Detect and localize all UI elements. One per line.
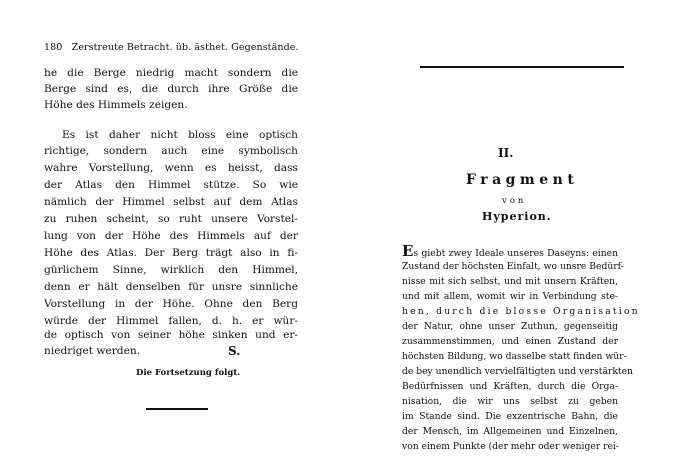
text-line: der Atlas den Himmel stütze. So wie bbox=[44, 179, 298, 191]
text-line: Höhe des Himmels zeigen. bbox=[44, 99, 188, 111]
text-line: richtige, sondern auch eine symbolisch bbox=[44, 145, 298, 157]
section-subtitle: Hyperion. bbox=[482, 210, 552, 223]
text-line: höchsten Bildung, wo dasselbe statt finden wür- bbox=[402, 351, 627, 362]
text-line: he die Berge niedrig macht sondern die bbox=[44, 67, 298, 79]
text-line: lung von der Höhe des Himmels auf der bbox=[44, 230, 298, 242]
section-number: II. bbox=[498, 146, 514, 160]
text-line: im Stande sind. Die exzentrische Bahn, die bbox=[402, 411, 618, 422]
text-line: nämlich der Himmel selbst auf dem Atlas bbox=[44, 196, 298, 208]
text-line: Es ist daher nicht bloss eine optisch bbox=[62, 129, 298, 141]
text-line: niedriget werden. bbox=[44, 345, 141, 357]
text-line: Höhe des Atlas. Der Berg trägt also in fi- bbox=[44, 247, 298, 259]
text-line: Vorstellung in der Höhe. Ohne den Berg bbox=[44, 298, 298, 310]
text-line: und mit allem, womit wir in Verbindung ste- bbox=[402, 291, 618, 302]
text-line: Bedürfnissen und Kräften, durch die Orga- bbox=[402, 381, 618, 392]
text-line-first: Es giebt zwey Ideale unseres Daseyns: einen bbox=[402, 242, 618, 260]
running-title: Zerstreute Betracht. üb. ästhet. Gegenstände. bbox=[71, 42, 299, 53]
page-number: 180 bbox=[44, 42, 63, 53]
text-line: hen, durch die blosse Organisation bbox=[402, 306, 640, 317]
drop-cap: E bbox=[402, 242, 414, 260]
text-line: denn er hält denselben für unsre sinnliche bbox=[44, 281, 298, 293]
continuation-note: Die Fortsetzung folgt. bbox=[136, 368, 241, 378]
title-preposition: von bbox=[502, 196, 527, 206]
text-line: wahre Vorstellung, wenn es heisst, dass bbox=[44, 162, 298, 174]
text-line: von einem Punkte (der mehr oder weniger rei- bbox=[402, 441, 619, 452]
text-line: nisation, die wir uns selbst zu geben bbox=[402, 396, 618, 407]
top-rule bbox=[420, 66, 624, 68]
text-line: der Mensch, im Allgemeinen und Einzelnen, bbox=[402, 426, 618, 437]
text-line: der Natur, ohne unser Zuthun, gegenseitig bbox=[402, 321, 618, 332]
text-line: würde der Himmel fallen, d. h. er wür- bbox=[44, 315, 298, 327]
text-line: Zustand der höchsten Einfalt, wo unsre Bedürf- bbox=[402, 261, 624, 272]
author-signature: S. bbox=[228, 344, 241, 358]
text-line: gürlichem Sinne, wirklich den Himmel, bbox=[44, 264, 298, 276]
section-title: Fragment bbox=[466, 172, 579, 188]
text-line: Berge sind es, die durch ihre Größe die bbox=[44, 83, 298, 95]
text-line: zu ruhen scheint, so ruht unsere Vorstel- bbox=[44, 213, 298, 225]
end-rule bbox=[146, 408, 208, 410]
text-line: zusammenstimmen, und einen Zustand der bbox=[402, 336, 618, 347]
running-header bbox=[44, 42, 299, 53]
text-line: de optisch von seiner höhe sinken und er- bbox=[44, 329, 298, 341]
text-line: nisse mit sich selbst, und mit unsern Kräften, bbox=[402, 276, 618, 287]
text-line: de bey unendlich vervielfältigten und verstärkten bbox=[402, 366, 633, 377]
